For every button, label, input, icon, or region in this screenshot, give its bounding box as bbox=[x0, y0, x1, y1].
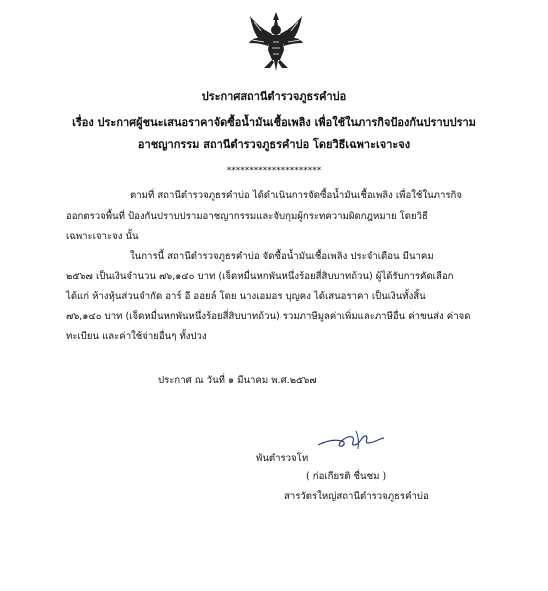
subject-line-2: อาชญากรรม สถานีตำรวจภูธรคำบ่อ โดยวิธีเฉพาะเจาะจง bbox=[137, 138, 411, 151]
paragraph-2-line-4: ๗๖,๑๔๐ บาท (เจ็ดหมื่นหกพันหนึ่งร้อยสี่สิบบาทถ้วน) รวมภาษีมูลค่าเพิ่มและภาษีอื่น ค่าขนส่ง ค่าจด bbox=[66, 311, 471, 322]
announcement-date: ประกาศ ณ วันที่ ๑ มีนาคม พ.ศ.๒๕๖๗ bbox=[158, 375, 317, 386]
paragraph-2-line-1: ในการนี้ สถานีตำรวจภูธรคำบ่อ จัดซื้อน้ำมันเชื้อเพลิง ประจำเดือน มีนาคม bbox=[130, 251, 434, 262]
signer-position: สารวัตรใหญ่สถานีตำรวจภูธรคำบ่อ bbox=[284, 491, 429, 502]
paragraph-2-line-2: ๒๕๖๗ เป็นเงินจำนวน ๗๖,๑๔๐ บาท (เจ็ดหมื่นหกพันหนึ่งร้อยสี่สิบบาทถ้วน) ผู้ได้รับการคัดเลือก bbox=[66, 271, 454, 282]
paragraph-1-line-2: ออกตรวจพื้นที่ ป้องกันปราบปรามอาชญากรรมและจับกุมผู้กระทความผิดกฎหมาย โดยวิธี bbox=[66, 211, 428, 222]
separator-stars: ********************* bbox=[226, 166, 322, 176]
garuda-emblem bbox=[246, 10, 306, 72]
paragraph-2-line-3: ได้แก่ ห้างหุ้นส่วนจำกัด อาร์ อี ออยล์ โดย นางเอมอร บุญคง ได้เสนอราคา เป็นเงินทั้งสิ้น bbox=[66, 291, 426, 302]
document-heading: ประกาศสถานีตำรวจภูธรคำบ่อ bbox=[201, 90, 347, 103]
paragraph-1-line-1: ตามที่ สถานีตำรวจภูธรคำบ่อ ได้ดำเนินการจัดซื้อน้ำมันเชื้อเพลิง เพื่อใช้ในภารกิจ bbox=[130, 190, 462, 201]
subject-line-1: เรื่อง ประกาศผู้ชนะเสนอราคาจัดซื้อน้ำมันเชื้อเพลิง เพื่อใช้ในภารกิจป้องกันปราบปราม bbox=[72, 116, 476, 129]
signer-name: ( ก่อเกียรติ ชื่นชม ) bbox=[306, 471, 387, 482]
signer-rank: พันตำรวจโท bbox=[256, 453, 309, 464]
paragraph-2-line-5: ทะเบียน และค่าใช้จ่ายอื่นๆ ทั้งปวง bbox=[66, 331, 207, 342]
paragraph-1-line-3: เฉพาะเจาะจง นั้น bbox=[66, 231, 139, 242]
handwritten-signature bbox=[316, 427, 386, 453]
